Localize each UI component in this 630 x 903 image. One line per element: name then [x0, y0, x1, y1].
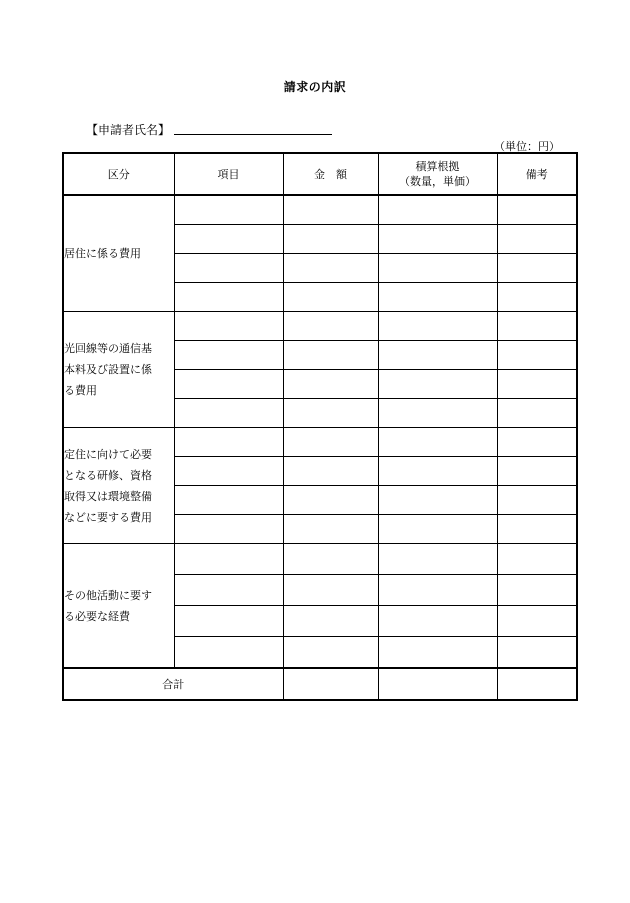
amount-cell[interactable] — [283, 575, 378, 606]
remarks-cell[interactable] — [497, 575, 577, 606]
document-title: 請求の内訳 — [283, 80, 347, 94]
total-remarks-cell[interactable] — [497, 668, 577, 700]
item-cell[interactable] — [174, 637, 283, 669]
table-row — [63, 428, 577, 457]
category-line: となる研修、資格 — [64, 468, 152, 482]
basis-cell[interactable] — [378, 637, 497, 669]
basis-cell[interactable] — [378, 606, 497, 637]
item-cell[interactable] — [174, 428, 283, 457]
remarks-cell[interactable] — [497, 283, 577, 312]
amount-cell[interactable] — [283, 370, 378, 399]
basis-cell[interactable] — [378, 283, 497, 312]
category-line: 居住に係る費用 — [64, 247, 141, 260]
remarks-cell[interactable] — [497, 515, 577, 544]
remarks-cell[interactable] — [497, 606, 577, 637]
remarks-cell[interactable] — [497, 457, 577, 486]
category-line: 定住に向けて必要 — [64, 447, 152, 461]
amount-cell[interactable] — [283, 457, 378, 486]
basis-cell[interactable] — [378, 312, 497, 341]
basis-cell[interactable] — [378, 399, 497, 428]
basis-cell[interactable] — [378, 515, 497, 544]
item-cell[interactable] — [174, 575, 283, 606]
category-line: 光回線等の通信基 — [64, 342, 152, 355]
basis-cell[interactable] — [378, 457, 497, 486]
item-cell[interactable] — [174, 254, 283, 283]
item-cell[interactable] — [174, 544, 283, 575]
basis-cell[interactable] — [378, 575, 497, 606]
category-line: る費用 — [64, 384, 97, 397]
remarks-cell[interactable] — [497, 370, 577, 399]
amount-cell[interactable] — [283, 225, 378, 254]
expense-breakdown-table — [62, 152, 578, 701]
remarks-cell[interactable] — [497, 225, 577, 254]
remarks-cell[interactable] — [497, 341, 577, 370]
header-basis-line2: （数量，単価） — [399, 175, 476, 188]
amount-cell[interactable] — [283, 341, 378, 370]
table-row — [63, 195, 577, 225]
amount-cell[interactable] — [283, 637, 378, 669]
remarks-cell[interactable] — [497, 544, 577, 575]
category-line: 取得又は環境整備 — [64, 489, 152, 503]
item-cell[interactable] — [174, 399, 283, 428]
remarks-cell[interactable] — [497, 195, 577, 225]
basis-cell[interactable] — [378, 428, 497, 457]
total-amount-cell[interactable] — [283, 668, 378, 700]
amount-cell[interactable] — [283, 515, 378, 544]
amount-cell[interactable] — [283, 283, 378, 312]
total-label: 合計 — [63, 668, 283, 700]
item-cell[interactable] — [174, 341, 283, 370]
item-cell[interactable] — [174, 312, 283, 341]
remarks-cell[interactable] — [497, 428, 577, 457]
category-housing — [63, 195, 174, 312]
amount-cell[interactable] — [283, 428, 378, 457]
item-cell[interactable] — [174, 515, 283, 544]
table-row — [63, 544, 577, 575]
item-cell[interactable] — [174, 225, 283, 254]
item-cell[interactable] — [174, 370, 283, 399]
category-line: 本料及び設置に係 — [64, 363, 152, 376]
header-remarks: 備考 — [497, 153, 577, 195]
amount-cell[interactable] — [283, 195, 378, 225]
category-line: る必要な経費 — [64, 609, 130, 623]
header-basis-line1: 積算根拠 — [415, 160, 460, 173]
item-cell[interactable] — [174, 195, 283, 225]
header-basis — [378, 153, 497, 195]
remarks-cell[interactable] — [497, 312, 577, 341]
header-category: 区分 — [63, 153, 174, 195]
applicant-name-field[interactable] — [174, 134, 332, 135]
amount-cell[interactable] — [283, 606, 378, 637]
header-amount: 金 額 — [283, 153, 378, 195]
amount-cell[interactable] — [283, 399, 378, 428]
basis-cell[interactable] — [378, 341, 497, 370]
amount-cell[interactable] — [283, 254, 378, 283]
table-row — [63, 312, 577, 341]
item-cell[interactable] — [174, 457, 283, 486]
category-line: などに要する費用 — [64, 510, 152, 524]
amount-cell[interactable] — [283, 486, 378, 515]
amount-cell[interactable] — [283, 544, 378, 575]
basis-cell[interactable] — [378, 225, 497, 254]
item-cell[interactable] — [174, 283, 283, 312]
table-header-row — [63, 153, 577, 195]
total-basis-cell[interactable] — [378, 668, 497, 700]
item-cell[interactable] — [174, 486, 283, 515]
remarks-cell[interactable] — [497, 637, 577, 669]
total-row — [63, 668, 577, 700]
category-training — [63, 428, 174, 544]
basis-cell[interactable] — [378, 544, 497, 575]
remarks-cell[interactable] — [497, 399, 577, 428]
remarks-cell[interactable] — [497, 486, 577, 515]
item-cell[interactable] — [174, 606, 283, 637]
category-line: その他活動に要す — [64, 588, 152, 602]
basis-cell[interactable] — [378, 486, 497, 515]
amount-cell[interactable] — [283, 312, 378, 341]
basis-cell[interactable] — [378, 195, 497, 225]
basis-cell[interactable] — [378, 254, 497, 283]
category-internet — [63, 312, 174, 428]
applicant-name-label: 【申請者氏名】 — [86, 123, 171, 137]
category-other — [63, 544, 174, 669]
remarks-cell[interactable] — [497, 254, 577, 283]
basis-cell[interactable] — [378, 370, 497, 399]
unit-label: （単位：円） — [494, 140, 560, 153]
header-item: 項目 — [174, 153, 283, 195]
